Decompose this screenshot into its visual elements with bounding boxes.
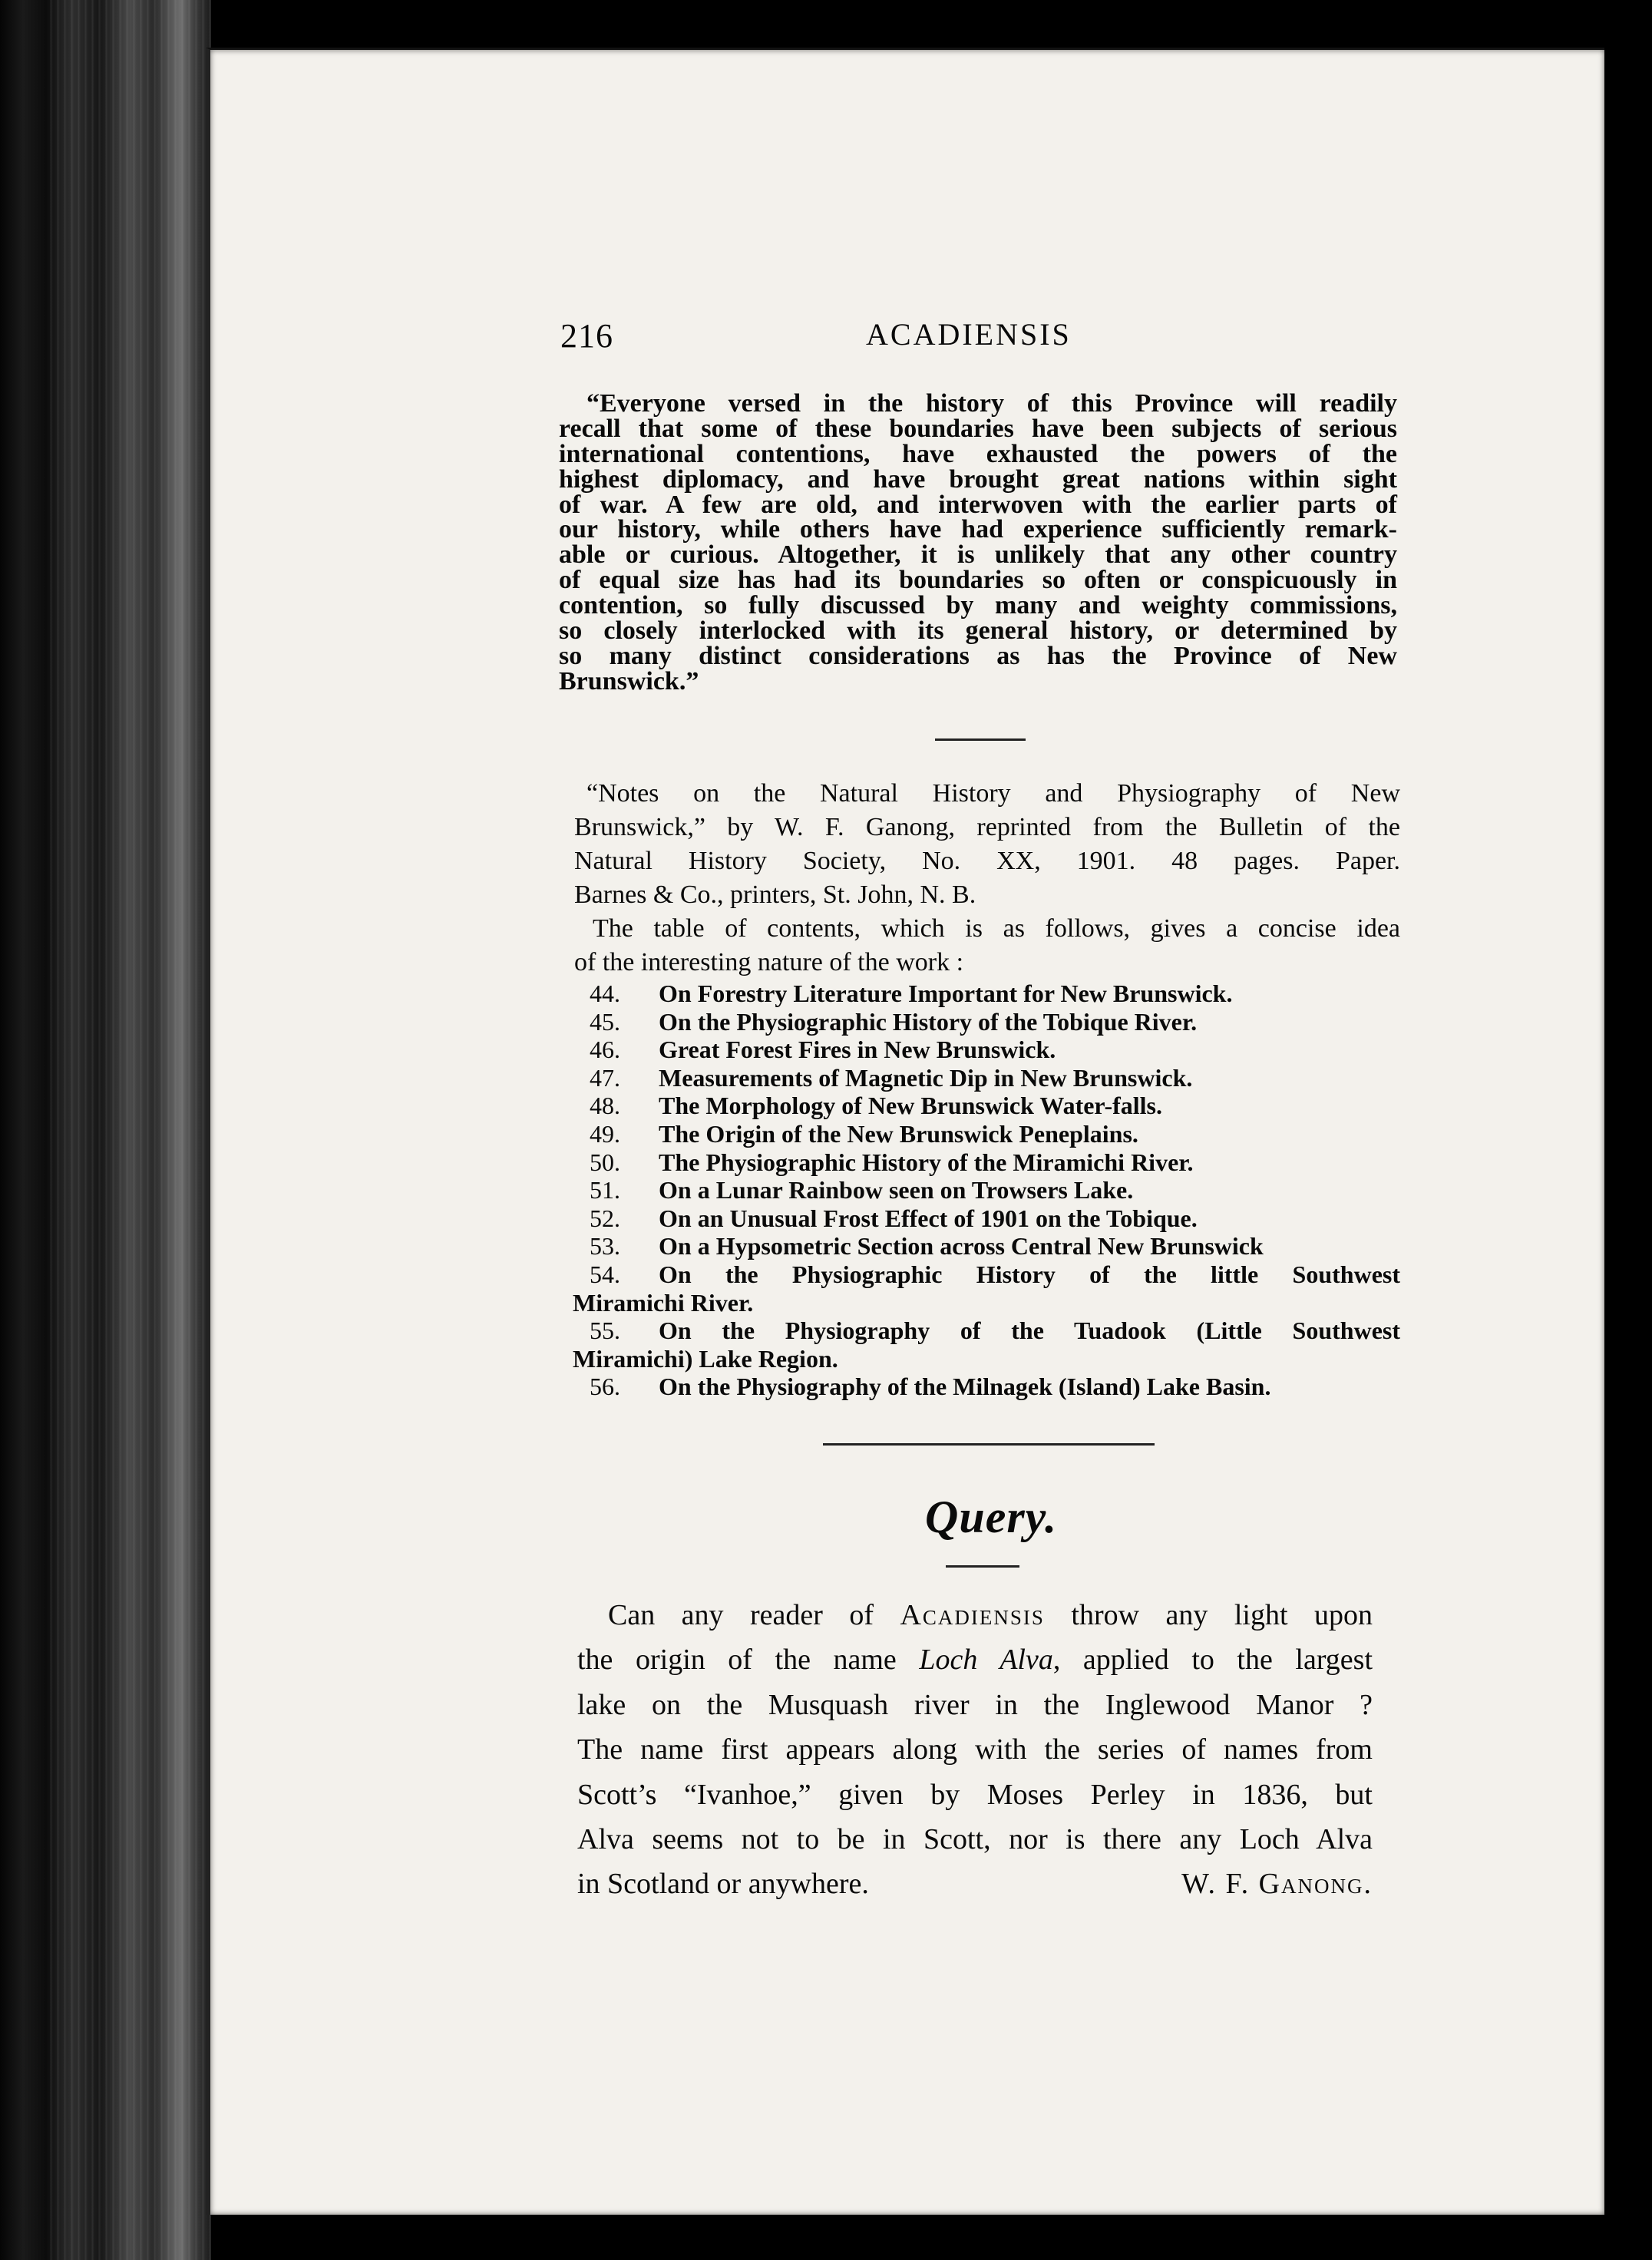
- heading-underline: [946, 1565, 1019, 1568]
- contents-item: [559, 1148, 1400, 1177]
- contents-item-number: 47.: [590, 1063, 620, 1092]
- contents-list: [559, 980, 1400, 1401]
- contents-item-title: On Forestry Literature Important for New Brunswick.: [659, 980, 1233, 1007]
- contents-item-title: Measurements of Magnetic Dip in New Brunswick.: [659, 1063, 1193, 1092]
- contents-item: [559, 1317, 1400, 1345]
- contents-item-number: 46.: [590, 1036, 620, 1064]
- quote-line: recall that some of these boundaries have been subjects of serious: [559, 414, 1397, 443]
- contents-item-number: 51.: [590, 1176, 620, 1204]
- contents-item-number: 44.: [590, 980, 620, 1007]
- author-signature: [1181, 1862, 1373, 1906]
- contents-item-number: 55.: [590, 1317, 620, 1345]
- contents-item-title: On the Physiography of the Tuadook (Little Southwest: [659, 1317, 1400, 1345]
- contents-item-number: 45.: [590, 1007, 620, 1036]
- review-line: “Notes on the Natural History and Physiography of New: [586, 779, 1400, 808]
- quote-line: of equal size has had its boundaries so often or conspicuously in: [559, 566, 1397, 595]
- query-line-signoff: [577, 1862, 1373, 1906]
- contents-item-title: On the Physiography of the Milnagek (Island) Lake Basin.: [659, 1373, 1271, 1401]
- contents-item-title: Great Forest Fires in New Brunswick.: [659, 1036, 1056, 1064]
- contents-item: [559, 1092, 1400, 1120]
- query-text: , applied to the largest: [1052, 1644, 1373, 1677]
- contents-item-title: Miramichi River.: [573, 1288, 754, 1317]
- contents-item: [559, 1232, 1400, 1261]
- contents-item-title: On a Hypsometric Section across Central New Brunswick: [659, 1232, 1264, 1261]
- quote-line: Brunswick.”: [559, 666, 699, 696]
- contents-item-title: The Morphology of New Brunswick Water-falls.: [659, 1092, 1162, 1120]
- contents-item-title: On the Physiographic History of the Tobique River.: [659, 1007, 1198, 1036]
- query-text: throw any light upon: [1044, 1599, 1373, 1631]
- quote-line: so many distinct considerations as has the Province of New: [559, 641, 1397, 670]
- quote-line: international contentions, have exhausted the powers of the: [559, 439, 1397, 468]
- query-text: Can any reader of: [608, 1599, 900, 1631]
- quote-line: “Everyone versed in the history of this Province will readily: [586, 389, 1397, 418]
- contents-item-title: On an Unusual Frost Effect of 1901 on the Tobique.: [659, 1204, 1198, 1232]
- contents-item-number: 50.: [590, 1148, 620, 1176]
- contents-item-number: 56.: [590, 1373, 620, 1401]
- contents-item-number: 48.: [590, 1092, 620, 1120]
- contents-item-number: 53.: [590, 1232, 620, 1261]
- review-line: Brunswick,” by W. F. Ganong, reprinted from the Bulletin of the: [574, 813, 1400, 841]
- contents-item-number: 54.: [590, 1260, 620, 1288]
- query-text: in Scotland or anywhere.: [577, 1868, 869, 1901]
- contents-item: [559, 1204, 1400, 1233]
- quote-line: of war. A few are old, and interwoven with the earlier parts of: [559, 490, 1397, 519]
- contents-item: [559, 1261, 1400, 1289]
- quote-line: so closely interlocked with its general history, or determined by: [559, 616, 1397, 646]
- contents-item-continuation: [559, 1289, 1400, 1317]
- place-name: Loch Alva: [919, 1644, 1053, 1677]
- contents-item-title: On a Lunar Rainbow seen on Trowsers Lake.: [659, 1176, 1134, 1204]
- contents-item: [559, 1064, 1400, 1092]
- running-head: ACADIENSIS: [866, 317, 1072, 352]
- query-line: [577, 1637, 1373, 1682]
- contents-item-number: 52.: [590, 1204, 620, 1232]
- author-initials: W. F.: [1181, 1868, 1259, 1901]
- page-number: 216: [560, 317, 613, 355]
- contents-item: [559, 1120, 1400, 1148]
- contents-item-continuation: [559, 1345, 1400, 1373]
- contents-item: [559, 1373, 1400, 1401]
- review-line: of the interesting nature of the work :: [574, 948, 964, 976]
- contents-item: [559, 1176, 1400, 1204]
- journal-name: Acadiensis: [900, 1599, 1045, 1631]
- contents-item-title: Miramichi) Lake Region.: [573, 1344, 838, 1373]
- contents-item: [559, 980, 1400, 1008]
- review-paragraph: [574, 777, 1400, 980]
- quote-line: our history, while others have had experience sufficiently remark-: [559, 515, 1397, 544]
- contents-item-number: 49.: [590, 1119, 620, 1148]
- query-line: Alva seems not to be in Scott, nor is there any Loch Alva: [577, 1822, 1373, 1855]
- contents-item: [559, 1008, 1400, 1036]
- author-surname: Ganong.: [1258, 1868, 1373, 1901]
- contents-item-title: On the Physiographic History of the little Southwest: [659, 1260, 1400, 1288]
- contents-item-title: The Physiographic History of the Miramichi River.: [659, 1148, 1194, 1176]
- query-paragraph: [577, 1593, 1373, 1907]
- quote-line: contention, so fully discussed by many and weighty commissions,: [559, 591, 1397, 620]
- review-line: Barnes & Co., printers, St. John, N. B.: [574, 881, 976, 909]
- query-line: lake on the Musquash river in the Inglewood Manor ?: [577, 1688, 1373, 1721]
- query-text: the origin of the name: [577, 1644, 920, 1677]
- quote-line: highest diplomacy, and have brought great nations within sight: [559, 464, 1397, 494]
- spine-streaks: [46, 0, 211, 2260]
- review-line: Natural History Society, No. XX, 1901. 48 pages. Paper.: [574, 847, 1400, 875]
- review-line: The table of contents, which is as follows, gives a concise idea: [593, 914, 1400, 943]
- query-line: Scott’s “Ivanhoe,” given by Moses Perley in 1836, but: [577, 1778, 1373, 1811]
- query-line: [577, 1593, 1373, 1637]
- query-line: The name first appears along with the series of names from: [577, 1733, 1373, 1766]
- query-heading: Query.: [925, 1492, 1058, 1542]
- quote-line: able or curious. Altogether, it is unlikely that any other country: [559, 540, 1397, 570]
- contents-item-title: The Origin of the New Brunswick Peneplains.: [659, 1119, 1138, 1148]
- contents-item: [559, 1036, 1400, 1064]
- section-divider-long: [823, 1443, 1155, 1446]
- quotation-paragraph: [559, 389, 1397, 696]
- section-divider-short: [935, 738, 1026, 741]
